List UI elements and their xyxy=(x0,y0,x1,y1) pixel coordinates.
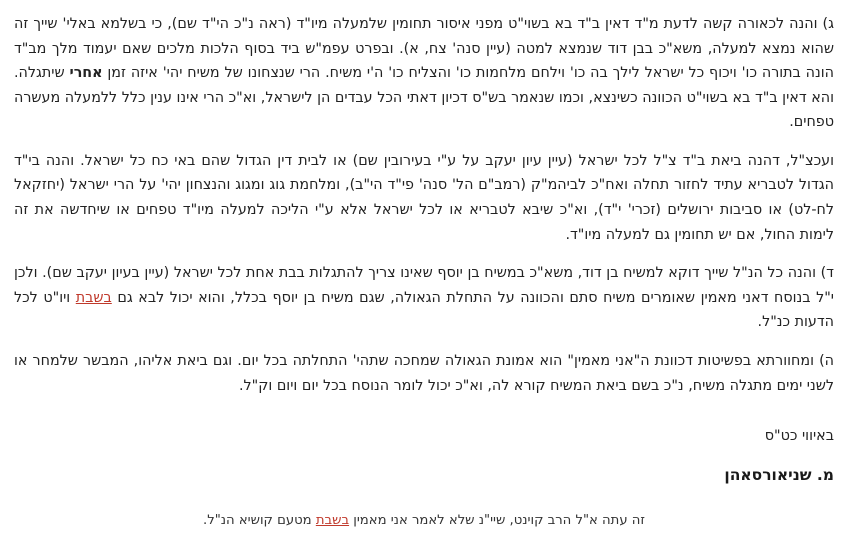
paragraph-hei-seg-0: ה) ומחוורתא בפשיטות דכוונת ה"אני מאמין" הוא אמונת הגאולה שמחכה שתהי' התחלתה בכל יום. וגם ביאת אליהו, המבשר שלמחר או לשני ימים מתגלה משיח, נ"כ בשם ביאת המשיח קורא לה, וא"כ יכול לומר הנוסח בכל יום ויום וק"ל. xyxy=(14,352,834,394)
highlighted-word-shabbat-1[interactable]: בשבת xyxy=(75,289,112,306)
paragraph-gimel-seg-2: שיתגלה. והא דאין ב"ד בא בשוי"ט הכוונה כשינצא, וכמו שנאמר בש"ס דכיון דאתי הכל עבדים הן לישראל, וא"כ הרי אינו ענין כלל ללמעלה מעשרה טפחים. xyxy=(14,65,834,131)
paragraph-dalet xyxy=(14,261,834,335)
footnote-seg-0: זה עתה א"ל הרב קוינט, שיי"נ שלא לאמר אני מאמין xyxy=(349,513,645,529)
footnote-seg-2: מטעם קושיא הנ"ל. xyxy=(203,513,316,529)
signoff-line: באיווי כט"ס xyxy=(764,428,834,445)
paragraph-gimel xyxy=(14,12,834,135)
paragraph-gimel-seg-1-bold: אחרי xyxy=(69,65,103,82)
paragraph-hei xyxy=(14,349,834,398)
footnote-line xyxy=(14,510,834,532)
paragraph-dalet-seg-2: ויו"ט לכל הדעות כנ"ל. xyxy=(14,289,834,331)
highlighted-word-shabbat-2[interactable]: בשבת xyxy=(315,513,350,529)
paragraph-gimel-seg-0: ג) והנה לכאורה קשה לדעת מ"ד דאין ב"ד בא בשוי"ט מפני איסור תחומין שלמעלה מיו"ד (ראה נ"כ הי"ד שם), כי בשלמא באלי' שייך זה שהוא נמצא למעלה, משא"כ בבן דוד שנמצא למטה (עיין סנה' צח, א). ובפרט עפמ"ש ביד בסוף הלכות מלכים שאם יעמוד מלך מב"ד הונה בתורה כו' ויכוף כל ישראל לילך בה כו' וילחם מלחמות כו' והצליח כו' ה'י משיח. הרי שנצחונו של משיח יהי' איזה זמן xyxy=(14,16,834,82)
paragraph-dalet-seg-0: ד) והנה כל הנ"ל שייך דוקא למשיח בן דוד, משא"כ במשיח בן יוסף שאינו צריך להתגלות בבת אחת לכל ישראל (עיין בעיון יעקב שם). ולכן י"ל בנוסח דאני מאמין שאומרים משיח סתם והכוונה על התחלת הגאולה, שגם משיח בן יוסף בכלל, והוא יכול לבא גם xyxy=(14,265,834,306)
paragraph-second-seg-0: ועכצ"ל, דהנה ביאת ב"ד צ"ל לכל ישראל (עיין עיון יעקב על ע"י בעירובין שם) או לבית דין הגדול שהם באי כח כל ישראל. והנה בי"ד הגדול לטבריא עתיד לחזור תחלה ואח"כ לביהמ"ק (רמב"ם הל' סנה' פי"ד הי"ב), ומלחמת גוג ומגוג והנצחון יהי' על הרי ישראל (יחזקאל לח-לט) או סביבות ירושלים (זכרי' י"ד), וא"כ שיבא לטבריא או לכל ישראל אלא ע"י הליכה למעלה מיו"ד טפחים או שיחדשה את זה לימות החול, אם יש תחומין גם למעלה מיו"ד. xyxy=(14,152,834,243)
paragraph-second xyxy=(14,149,834,247)
signature-name: מ. שניאורסאהן xyxy=(724,466,834,485)
